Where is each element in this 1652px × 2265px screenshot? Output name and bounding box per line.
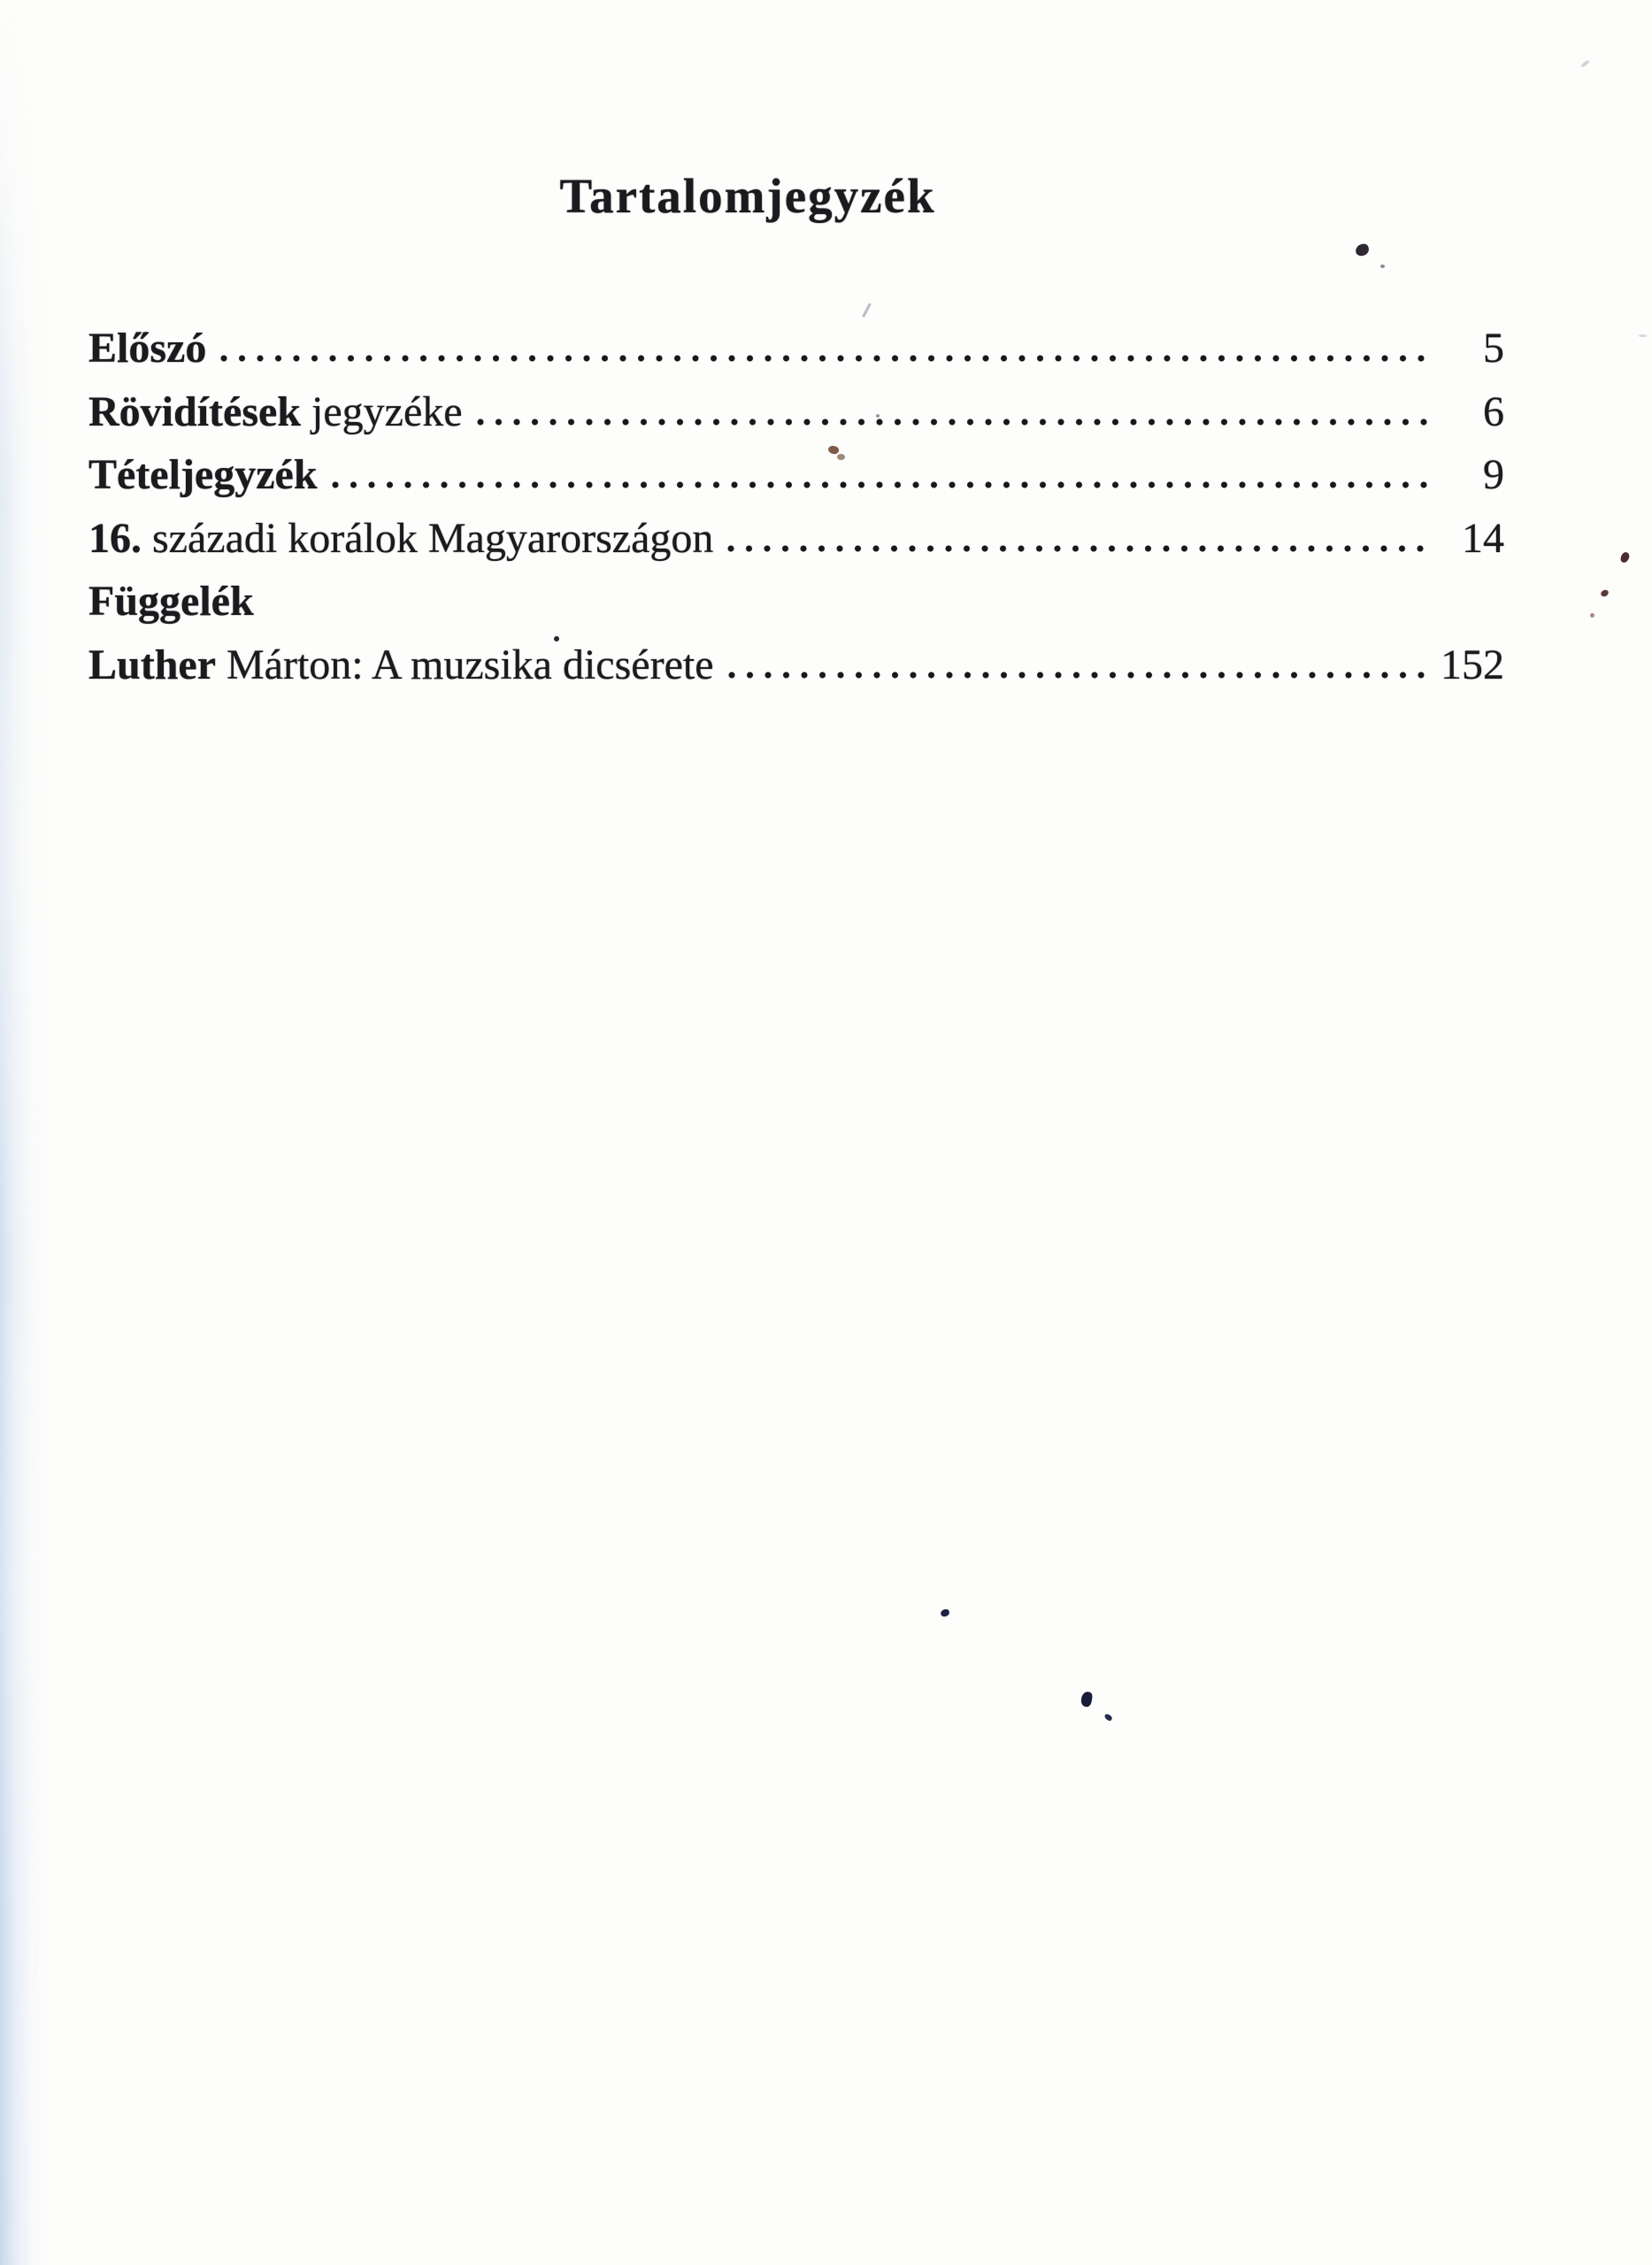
ink-speck xyxy=(1639,334,1647,337)
toc-page-number: 152 xyxy=(1441,641,1504,688)
ink-speck xyxy=(837,454,845,460)
dot-leader xyxy=(728,672,1428,679)
ink-speck xyxy=(554,636,559,641)
toc-entry-text: jegyzéke xyxy=(301,388,463,435)
toc-entry-lead: Függelék xyxy=(88,578,254,625)
dot-leader xyxy=(220,355,1428,362)
toc-entry xyxy=(88,570,1504,633)
ink-speck xyxy=(876,414,880,418)
dot-leader xyxy=(727,545,1428,552)
scan-edge-shadow xyxy=(0,0,51,2265)
toc-entry-lead: Előszó xyxy=(88,325,207,372)
toc-entry xyxy=(88,380,1504,444)
toc-entry-text: századi korálok Magyarországon xyxy=(142,514,714,562)
ink-speck xyxy=(1080,1691,1094,1708)
toc-entry xyxy=(88,443,1504,507)
table-of-contents xyxy=(88,317,1504,696)
toc-entry-lead: Tételjegyzék xyxy=(88,451,318,498)
page-title: Tartalomjegyzék xyxy=(559,169,936,223)
ink-speck xyxy=(1590,613,1594,618)
toc-entry-lead: Luther xyxy=(88,641,216,688)
ink-speck xyxy=(940,1609,950,1618)
toc-page-number: 9 xyxy=(1483,451,1504,498)
toc-entry xyxy=(88,633,1504,697)
ink-speck xyxy=(862,303,871,317)
toc-entry-text: Márton: A muzsika dicsérete xyxy=(216,641,714,688)
toc-page-number: 5 xyxy=(1483,325,1504,372)
toc-page-number: 14 xyxy=(1462,514,1504,562)
dot-leader xyxy=(332,481,1428,488)
ink-speck xyxy=(1380,265,1385,268)
ink-speck xyxy=(1355,243,1370,257)
ink-speck xyxy=(1600,588,1610,597)
toc-entry-lead: Rövidítések xyxy=(88,388,301,435)
toc-entry xyxy=(88,317,1504,380)
ink-speck xyxy=(1580,59,1590,68)
toc-entry xyxy=(88,507,1504,571)
dot-leader xyxy=(477,418,1428,426)
ink-speck xyxy=(1103,1713,1113,1722)
toc-page-number: 6 xyxy=(1483,388,1504,435)
toc-entry-lead: 16. xyxy=(88,514,142,562)
ink-speck xyxy=(1620,551,1631,564)
